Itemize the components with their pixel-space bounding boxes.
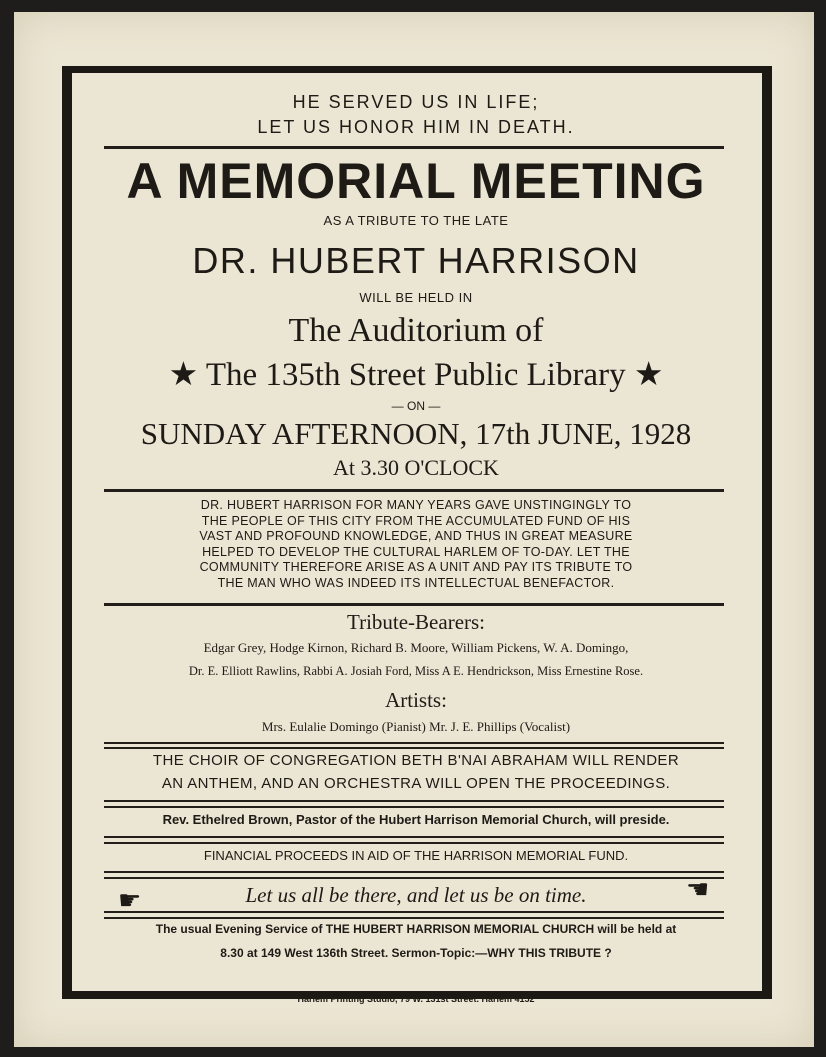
venue-line-2-row — [66, 354, 766, 394]
divider — [104, 146, 724, 149]
star-icon: ★ — [168, 357, 199, 393]
honoree-name: DR. HUBERT HARRISON — [192, 240, 640, 281]
tribute-bearers-line-1: Edgar Grey, Hodge Kirnon, Richard B. Moore, William Pickens, W. A. Domingo, — [203, 640, 629, 655]
tribute-intro: AS A TRIBUTE TO THE LATE — [323, 213, 509, 228]
paragraph-line: THE PEOPLE OF THIS CITY FROM THE ACCUMULATED FUND OF HIS — [201, 513, 631, 528]
paragraph-line: HELPED TO DEVELOP THE CULTURAL HARLEM OF TO-DAY. LET THE — [202, 544, 630, 559]
exhortation: Let us all be there, and let us be on time. — [245, 883, 587, 907]
choir-line-1: THE CHOIR OF CONGREGATION BETH B'NAI ABRAHAM WILL RENDER — [152, 752, 680, 769]
artists-line: Mrs. Eulalie Domingo (Pianist) Mr. J. E. Phillips (Vocalist) — [261, 719, 571, 734]
event-date: SUNDAY AFTERNOON, 17th JUNE, 1928 — [140, 416, 692, 451]
pointing-hand-left-icon: ☚ — [686, 875, 710, 904]
star-icon: ★ — [633, 357, 664, 393]
choir-line-2: AN ANTHEM, AND AN ORCHESTRA WILL OPEN THE PROCEEDINGS. — [161, 775, 671, 792]
divider — [104, 742, 724, 744]
venue-line-2: The 135th Street Public Library — [205, 357, 626, 393]
divider — [104, 842, 724, 844]
event-time: At 3.30 O'CLOCK — [333, 455, 499, 480]
divider — [104, 806, 724, 808]
paragraph-line: COMMUNITY THEREFORE ARISE AS A UNIT AND PAY ITS TRIBUTE TO — [199, 560, 633, 574]
printer-credit: Harlem Printing Studio, 79 W. 131st Street. Harlem 4152 — [297, 994, 535, 1004]
tribute-bearers-line-2: Dr. E. Elliott Rawlins, Rabbi A. Josiah Ford, Miss A E. Hendrickson, Miss Ernestine Rose. — [188, 664, 644, 678]
divider — [104, 603, 724, 606]
tribute-heading: Tribute-Bearers: — [346, 610, 486, 634]
divider — [104, 800, 724, 802]
divider — [104, 911, 724, 913]
held-in: WILL BE HELD IN — [359, 290, 473, 305]
header-line-1: HE SERVED US IN LIFE; — [292, 92, 540, 112]
divider — [104, 871, 724, 873]
tribute-paragraph — [66, 498, 766, 591]
divider — [104, 836, 724, 838]
divider — [104, 489, 724, 492]
divider — [104, 747, 724, 749]
divider — [104, 917, 724, 919]
evening-service-line-2: 8.30 at 149 West 136th Street. Sermon-Topic:—WHY THIS TRIBUTE ? — [220, 946, 612, 960]
header-line-2: LET US HONOR HIM IN DEATH. — [257, 117, 575, 137]
proceeds-line: FINANCIAL PROCEEDS IN AID OF THE HARRISON MEMORIAL FUND. — [203, 848, 629, 863]
paragraph-line: DR. HUBERT HARRISON FOR MANY YEARS GAVE UNSTINGINGLY TO — [200, 498, 632, 512]
paragraph-line: THE MAN WHO WAS INDEED ITS INTELLECTUAL BENEFACTOR. — [217, 575, 615, 590]
pointing-hand-right-icon: ☛ — [118, 886, 142, 915]
presider-line: Rev. Ethelred Brown, Pastor of the Hubert Harrison Memorial Church, will preside. — [162, 812, 670, 827]
on-label: — ON — — [391, 399, 441, 413]
venue-line-1: The Auditorium of — [288, 312, 544, 349]
artists-heading: Artists: — [385, 688, 447, 712]
paragraph-line: VAST AND PROFOUND KNOWLEDGE, AND THUS IN GREAT MEASURE — [199, 529, 633, 543]
evening-service-line-1: The usual Evening Service of THE HUBERT HARRISON MEMORIAL CHURCH will be held at — [155, 922, 677, 936]
poster-title: A MEMORIAL MEETING — [126, 153, 706, 209]
divider — [104, 877, 724, 879]
